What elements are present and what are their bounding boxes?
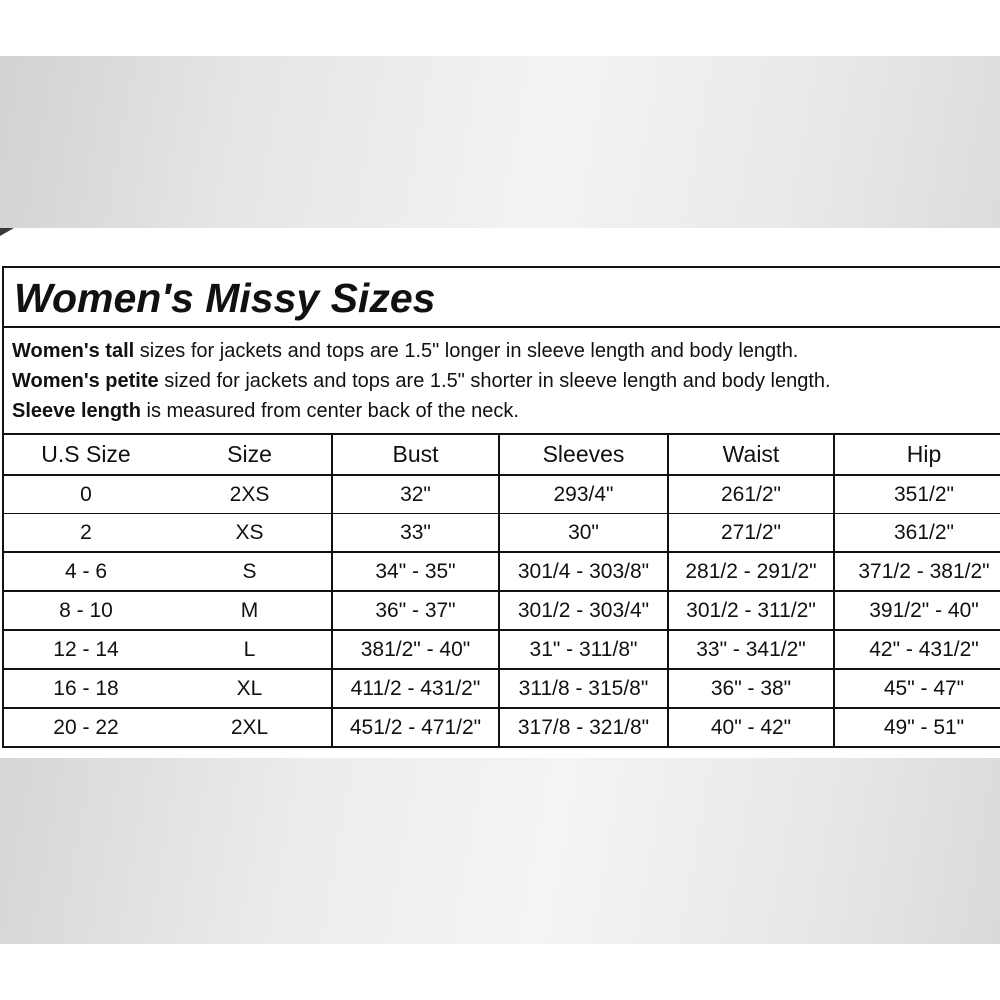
cell-size: M (168, 591, 332, 630)
cell-sleeves: 301/4 - 303/8" (499, 552, 668, 591)
note-sleeve (12, 396, 1000, 426)
cell-waist: 271/2" (668, 514, 834, 553)
size-chart-sheet (0, 228, 1000, 758)
table-row (4, 669, 1000, 708)
note-sleeve-text: is measured from center back of the neck. (140, 400, 519, 422)
cell-waist: 36" - 38" (668, 669, 834, 708)
cell-us-size: 4 - 6 (4, 552, 168, 591)
table-header-row (4, 435, 1000, 475)
note-tall-lead: Women's tall (12, 340, 135, 362)
cell-sleeves: 317/8 - 321/8" (499, 708, 668, 747)
cell-hip: 371/2 - 381/2" (834, 552, 1000, 591)
column-header-bust: Bust (332, 435, 499, 475)
column-header-waist: Waist (668, 435, 834, 475)
cell-sleeves: 293/4" (499, 475, 668, 514)
cell-us-size: 8 - 10 (4, 591, 168, 630)
cell-size: XS (168, 514, 332, 553)
column-header-sleeves: Sleeves (499, 435, 668, 475)
cell-size: 2XL (168, 708, 332, 747)
cell-hip: 351/2" (834, 475, 1000, 514)
note-tall-text: sizes for jackets and tops are 1.5" longer in sleeve length and body length. (134, 340, 799, 362)
cell-bust: 36" - 37" (332, 591, 499, 630)
cell-us-size: 12 - 14 (4, 630, 168, 669)
cell-bust: 32" (332, 475, 499, 514)
note-petite-lead: Women's petite (12, 370, 159, 392)
table-row (4, 475, 1000, 514)
cell-waist: 301/2 - 311/2" (668, 591, 834, 630)
cell-hip: 45" - 47" (834, 669, 1000, 708)
cell-sleeves: 31" - 311/8" (499, 630, 668, 669)
note-petite (12, 366, 1000, 396)
cell-us-size: 16 - 18 (4, 669, 168, 708)
background-band-bottom (0, 758, 1000, 944)
cell-bust: 411/2 - 431/2" (332, 669, 499, 708)
size-table (4, 435, 1000, 748)
cell-size: L (168, 630, 332, 669)
cell-waist: 261/2" (668, 475, 834, 514)
cell-us-size: 20 - 22 (4, 708, 168, 747)
background-band-top (0, 56, 1000, 228)
cell-size: XL (168, 669, 332, 708)
cell-bust: 451/2 - 471/2" (332, 708, 499, 747)
table-row (4, 708, 1000, 747)
size-notes (4, 328, 1000, 435)
cell-hip: 49" - 51" (834, 708, 1000, 747)
cell-us-size: 2 (4, 514, 168, 553)
table-row (4, 591, 1000, 630)
table-row (4, 514, 1000, 553)
cell-hip: 42" - 431/2" (834, 630, 1000, 669)
cell-size: 2XS (168, 475, 332, 514)
table-row (4, 552, 1000, 591)
column-header-size: Size (168, 435, 332, 475)
cell-sleeves: 30" (499, 514, 668, 553)
cell-sleeves: 301/2 - 303/4" (499, 591, 668, 630)
note-petite-text: sized for jackets and tops are 1.5" shorter in sleeve length and body length. (158, 370, 831, 392)
note-tall (12, 336, 1000, 366)
cell-size: S (168, 552, 332, 591)
cell-hip: 391/2" - 40" (834, 591, 1000, 630)
cell-sleeves: 311/8 - 315/8" (499, 669, 668, 708)
cell-bust: 34" - 35" (332, 552, 499, 591)
cell-us-size: 0 (4, 475, 168, 514)
cell-waist: 281/2 - 291/2" (668, 552, 834, 591)
cell-waist: 40" - 42" (668, 708, 834, 747)
column-header-us-size: U.S Size (4, 435, 168, 475)
cell-bust: 33" (332, 514, 499, 553)
chart-title: Women's Missy Sizes (4, 268, 1000, 328)
corner-shadow-mark (0, 228, 14, 236)
note-sleeve-lead: Sleeve length (12, 400, 141, 422)
cell-waist: 33" - 341/2" (668, 630, 834, 669)
cell-bust: 381/2" - 40" (332, 630, 499, 669)
size-chart-frame (2, 266, 1000, 748)
column-header-hip: Hip (834, 435, 1000, 475)
cell-hip: 361/2" (834, 514, 1000, 553)
table-row (4, 630, 1000, 669)
